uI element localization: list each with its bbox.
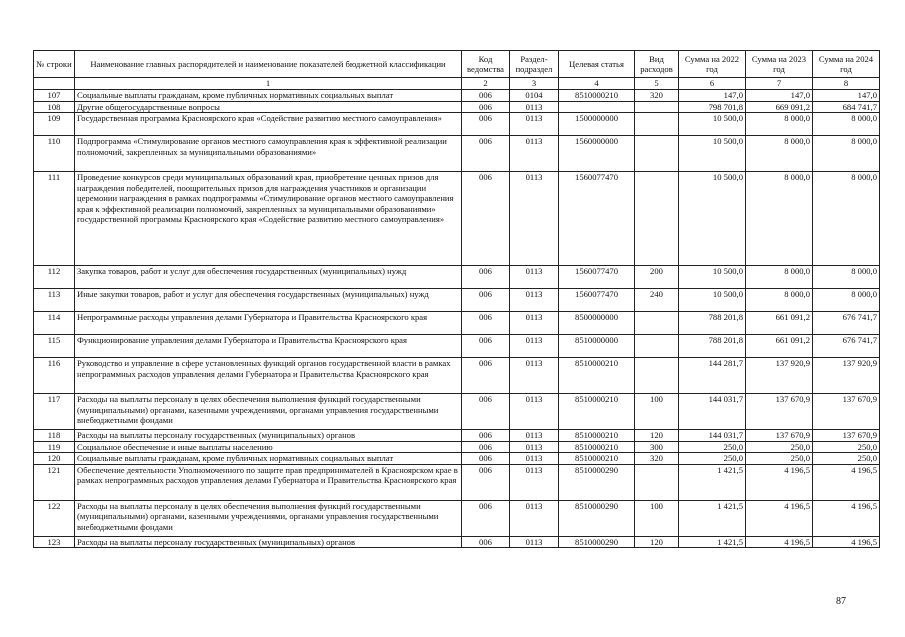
table-row	[34, 430, 880, 442]
table-row	[34, 441, 880, 453]
row-number: 108	[34, 101, 75, 113]
sum-2023: 8 000,0	[746, 113, 813, 136]
table-row	[34, 394, 880, 430]
target-article: 1560077470	[559, 289, 635, 312]
expense-type: 320	[635, 90, 679, 102]
table-row	[34, 464, 880, 500]
sum-2024: 4 196,5	[813, 536, 880, 548]
department-code: 006	[462, 464, 510, 500]
department-code: 006	[462, 430, 510, 442]
sum-2024: 4 196,5	[813, 464, 880, 500]
row-number: 117	[34, 394, 75, 430]
sum-2022: 788 201,8	[679, 335, 746, 358]
sum-2022: 1 421,5	[679, 464, 746, 500]
sum-2024: 4 196,5	[813, 500, 880, 536]
target-article: 1500000000	[559, 113, 635, 136]
expense-type: 320	[635, 453, 679, 465]
sum-2023: 4 196,5	[746, 500, 813, 536]
section-code: 0113	[510, 312, 559, 335]
section-code: 0113	[510, 172, 559, 266]
expense-type	[635, 464, 679, 500]
row-number: 113	[34, 289, 75, 312]
row-name: Государственная программа Красноярского края «Содействие развитию местного самоуправления»	[75, 113, 462, 136]
department-code: 006	[462, 113, 510, 136]
sum-2022: 250,0	[679, 453, 746, 465]
header-sum-2023: Сумма на 2023 год	[746, 51, 813, 78]
page-number: 87	[836, 596, 846, 607]
column-number: 8	[813, 78, 880, 90]
target-article: 8510000290	[559, 500, 635, 536]
sum-2023: 669 091,2	[746, 101, 813, 113]
row-name: Иные закупки товаров, работ и услуг для обеспечения государственных (муниципальных) нужд	[75, 289, 462, 312]
expense-type	[635, 136, 679, 172]
column-number: 6	[679, 78, 746, 90]
target-article: 1560000000	[559, 136, 635, 172]
sum-2022: 10 500,0	[679, 266, 746, 289]
sum-2024: 137 920,9	[813, 358, 880, 394]
table-row	[34, 289, 880, 312]
section-code: 0113	[510, 430, 559, 442]
row-name: Непрограммные расходы управления делами Губернатора и Правительства Красноярского края	[75, 312, 462, 335]
department-code: 006	[462, 90, 510, 102]
target-article: 8510000210	[559, 358, 635, 394]
sum-2023: 8 000,0	[746, 266, 813, 289]
department-code: 006	[462, 266, 510, 289]
row-number: 112	[34, 266, 75, 289]
sum-2022: 144 281,7	[679, 358, 746, 394]
target-article: 8510000210	[559, 394, 635, 430]
section-code: 0113	[510, 136, 559, 172]
table-row	[34, 358, 880, 394]
department-code: 006	[462, 136, 510, 172]
target-article: 8510000290	[559, 536, 635, 548]
sum-2022: 10 500,0	[679, 289, 746, 312]
target-article: 8500000000	[559, 312, 635, 335]
department-code: 006	[462, 536, 510, 548]
expense-type: 300	[635, 441, 679, 453]
sum-2023: 8 000,0	[746, 289, 813, 312]
sum-2024: 250,0	[813, 441, 880, 453]
table-row	[34, 500, 880, 536]
row-number: 121	[34, 464, 75, 500]
table-row	[34, 172, 880, 266]
sum-2024: 676 741,7	[813, 312, 880, 335]
target-article: 1560077470	[559, 266, 635, 289]
expense-type: 240	[635, 289, 679, 312]
sum-2023: 4 196,5	[746, 536, 813, 548]
expense-type	[635, 335, 679, 358]
section-code: 0113	[510, 453, 559, 465]
sum-2022: 10 500,0	[679, 172, 746, 266]
table-row	[34, 113, 880, 136]
row-number: 123	[34, 536, 75, 548]
row-name: Расходы на выплаты персоналу государственных (муниципальных) органов	[75, 536, 462, 548]
target-article: 8510000000	[559, 335, 635, 358]
expense-type: 200	[635, 266, 679, 289]
section-code: 0113	[510, 464, 559, 500]
expense-type	[635, 172, 679, 266]
sum-2022: 1 421,5	[679, 500, 746, 536]
department-code: 006	[462, 394, 510, 430]
department-code: 006	[462, 335, 510, 358]
row-name: Социальные выплаты гражданам, кроме публичных нормативных социальных выплат	[75, 453, 462, 465]
expense-type	[635, 113, 679, 136]
header-department-code: Код ведомства	[462, 51, 510, 78]
sum-2023: 8 000,0	[746, 136, 813, 172]
header-sum-2024: Сумма на 2024 год	[813, 51, 880, 78]
target-article	[559, 101, 635, 113]
column-number: 5	[635, 78, 679, 90]
section-code: 0113	[510, 358, 559, 394]
row-name: Социальное обеспечение и иные выплаты населению	[75, 441, 462, 453]
sum-2024: 8 000,0	[813, 136, 880, 172]
target-article: 8510000210	[559, 430, 635, 442]
sum-2023: 147,0	[746, 90, 813, 102]
sum-2023: 8 000,0	[746, 172, 813, 266]
row-name: Проведение конкурсов среди муниципальных образований края, приобретение ценных призов для награждения победителей, поощрительных призов для награждения участников и организации церемонии награждения в рамках подпрограммы «Стимулирование органов местного самоуправления края к эффективной реализации полномочий, закрепленных за муниципальными образованиями» государственной программы Красноярского края «Содействие развитию местного самоуправления»	[75, 172, 462, 266]
department-code: 006	[462, 500, 510, 536]
table-row	[34, 335, 880, 358]
department-code: 006	[462, 441, 510, 453]
sum-2024: 8 000,0	[813, 113, 880, 136]
header-name: Наименование главных распорядителей и наименование показателей бюджетной классификации	[75, 51, 462, 78]
row-name: Социальные выплаты гражданам, кроме публичных нормативных социальных выплат	[75, 90, 462, 102]
expense-type	[635, 101, 679, 113]
sum-2022: 250,0	[679, 441, 746, 453]
sum-2023: 250,0	[746, 453, 813, 465]
department-code: 006	[462, 453, 510, 465]
sum-2023: 661 091,2	[746, 335, 813, 358]
row-number: 114	[34, 312, 75, 335]
target-article: 8510000290	[559, 464, 635, 500]
section-code: 0113	[510, 101, 559, 113]
sum-2024: 137 670,9	[813, 394, 880, 430]
sum-2024: 684 741,7	[813, 101, 880, 113]
row-number: 118	[34, 430, 75, 442]
row-name: Расходы на выплаты персоналу государственных (муниципальных) органов	[75, 430, 462, 442]
table-row	[34, 90, 880, 102]
row-number: 115	[34, 335, 75, 358]
section-code: 0104	[510, 90, 559, 102]
expense-type: 100	[635, 500, 679, 536]
row-name: Руководство и управление в сфере установленных функций органов государственной власти в рамках непрограммных расходов управления делами Губернатора и Правительства Красноярского края	[75, 358, 462, 394]
table-row	[34, 101, 880, 113]
budget-table	[33, 50, 880, 548]
department-code: 006	[462, 358, 510, 394]
table-body	[34, 90, 880, 548]
row-name: Закупка товаров, работ и услуг для обеспечения государственных (муниципальных) нужд	[75, 266, 462, 289]
table-row	[34, 136, 880, 172]
section-code: 0113	[510, 441, 559, 453]
sum-2022: 144 031,7	[679, 430, 746, 442]
header-row-number: № строки	[34, 51, 75, 78]
expense-type	[635, 358, 679, 394]
header-sum-2022: Сумма на 2022 год	[679, 51, 746, 78]
row-name: Расходы на выплаты персоналу в целях обеспечения выполнения функций государственными (муниципальными) органами, казенными учреждениями, органами управления государственными внебюджетными фондами	[75, 394, 462, 430]
section-code: 0113	[510, 289, 559, 312]
target-article: 8510000210	[559, 453, 635, 465]
sum-2024: 137 670,9	[813, 430, 880, 442]
row-number: 116	[34, 358, 75, 394]
sum-2022: 144 031,7	[679, 394, 746, 430]
expense-type: 120	[635, 536, 679, 548]
expense-type: 120	[635, 430, 679, 442]
sum-2024: 147,0	[813, 90, 880, 102]
department-code: 006	[462, 172, 510, 266]
target-article: 1560077470	[559, 172, 635, 266]
column-number: 2	[462, 78, 510, 90]
row-number: 110	[34, 136, 75, 172]
sum-2024: 250,0	[813, 453, 880, 465]
column-number: 3	[510, 78, 559, 90]
table-header-row	[34, 51, 880, 78]
expense-type	[635, 312, 679, 335]
sum-2022: 10 500,0	[679, 113, 746, 136]
sum-2024: 676 741,7	[813, 335, 880, 358]
column-number	[34, 78, 75, 90]
header-target-article: Целевая статья	[559, 51, 635, 78]
sum-2022: 147,0	[679, 90, 746, 102]
row-number: 111	[34, 172, 75, 266]
section-code: 0113	[510, 266, 559, 289]
section-code: 0113	[510, 500, 559, 536]
sum-2022: 788 201,8	[679, 312, 746, 335]
row-number: 119	[34, 441, 75, 453]
department-code: 006	[462, 101, 510, 113]
column-number-row	[34, 78, 880, 90]
row-name: Другие общегосударственные вопросы	[75, 101, 462, 113]
expense-type: 100	[635, 394, 679, 430]
sum-2022: 1 421,5	[679, 536, 746, 548]
target-article: 8510000210	[559, 441, 635, 453]
row-number: 109	[34, 113, 75, 136]
column-number: 7	[746, 78, 813, 90]
row-number: 120	[34, 453, 75, 465]
sum-2023: 4 196,5	[746, 464, 813, 500]
sum-2024: 8 000,0	[813, 289, 880, 312]
table-row	[34, 536, 880, 548]
sum-2023: 250,0	[746, 441, 813, 453]
department-code: 006	[462, 289, 510, 312]
row-name: Расходы на выплаты персоналу в целях обеспечения выполнения функций государственными (муниципальными) органами, казенными учреждениями, органами управления государственными внебюджетными фондами	[75, 500, 462, 536]
row-name: Подпрограмма «Стимулирование органов местного самоуправления края к эффективной реализации полномочий, закрепленных за муниципальными образованиями»	[75, 136, 462, 172]
row-number: 122	[34, 500, 75, 536]
row-name: Функционирование управления делами Губернатора и Правительства Красноярского края	[75, 335, 462, 358]
column-number: 1	[75, 78, 462, 90]
section-code: 0113	[510, 335, 559, 358]
section-code: 0113	[510, 536, 559, 548]
sum-2023: 137 670,9	[746, 430, 813, 442]
sum-2022: 798 701,8	[679, 101, 746, 113]
section-code: 0113	[510, 394, 559, 430]
target-article: 8510000210	[559, 90, 635, 102]
table-row	[34, 453, 880, 465]
department-code: 006	[462, 312, 510, 335]
header-expense-type: Вид расходов	[635, 51, 679, 78]
table-row	[34, 312, 880, 335]
table-row	[34, 266, 880, 289]
sum-2022: 10 500,0	[679, 136, 746, 172]
sum-2023: 137 670,9	[746, 394, 813, 430]
sum-2023: 137 920,9	[746, 358, 813, 394]
column-number: 4	[559, 78, 635, 90]
header-section: Раздел-подраздел	[510, 51, 559, 78]
sum-2024: 8 000,0	[813, 172, 880, 266]
sum-2023: 661 091,2	[746, 312, 813, 335]
row-number: 107	[34, 90, 75, 102]
sum-2024: 8 000,0	[813, 266, 880, 289]
section-code: 0113	[510, 113, 559, 136]
row-name: Обеспечение деятельности Уполномоченного по защите прав предпринимателей в Красноярском крае в рамках непрограммных расходов управления делами Губернатора и Правительства Красноярского края	[75, 464, 462, 500]
